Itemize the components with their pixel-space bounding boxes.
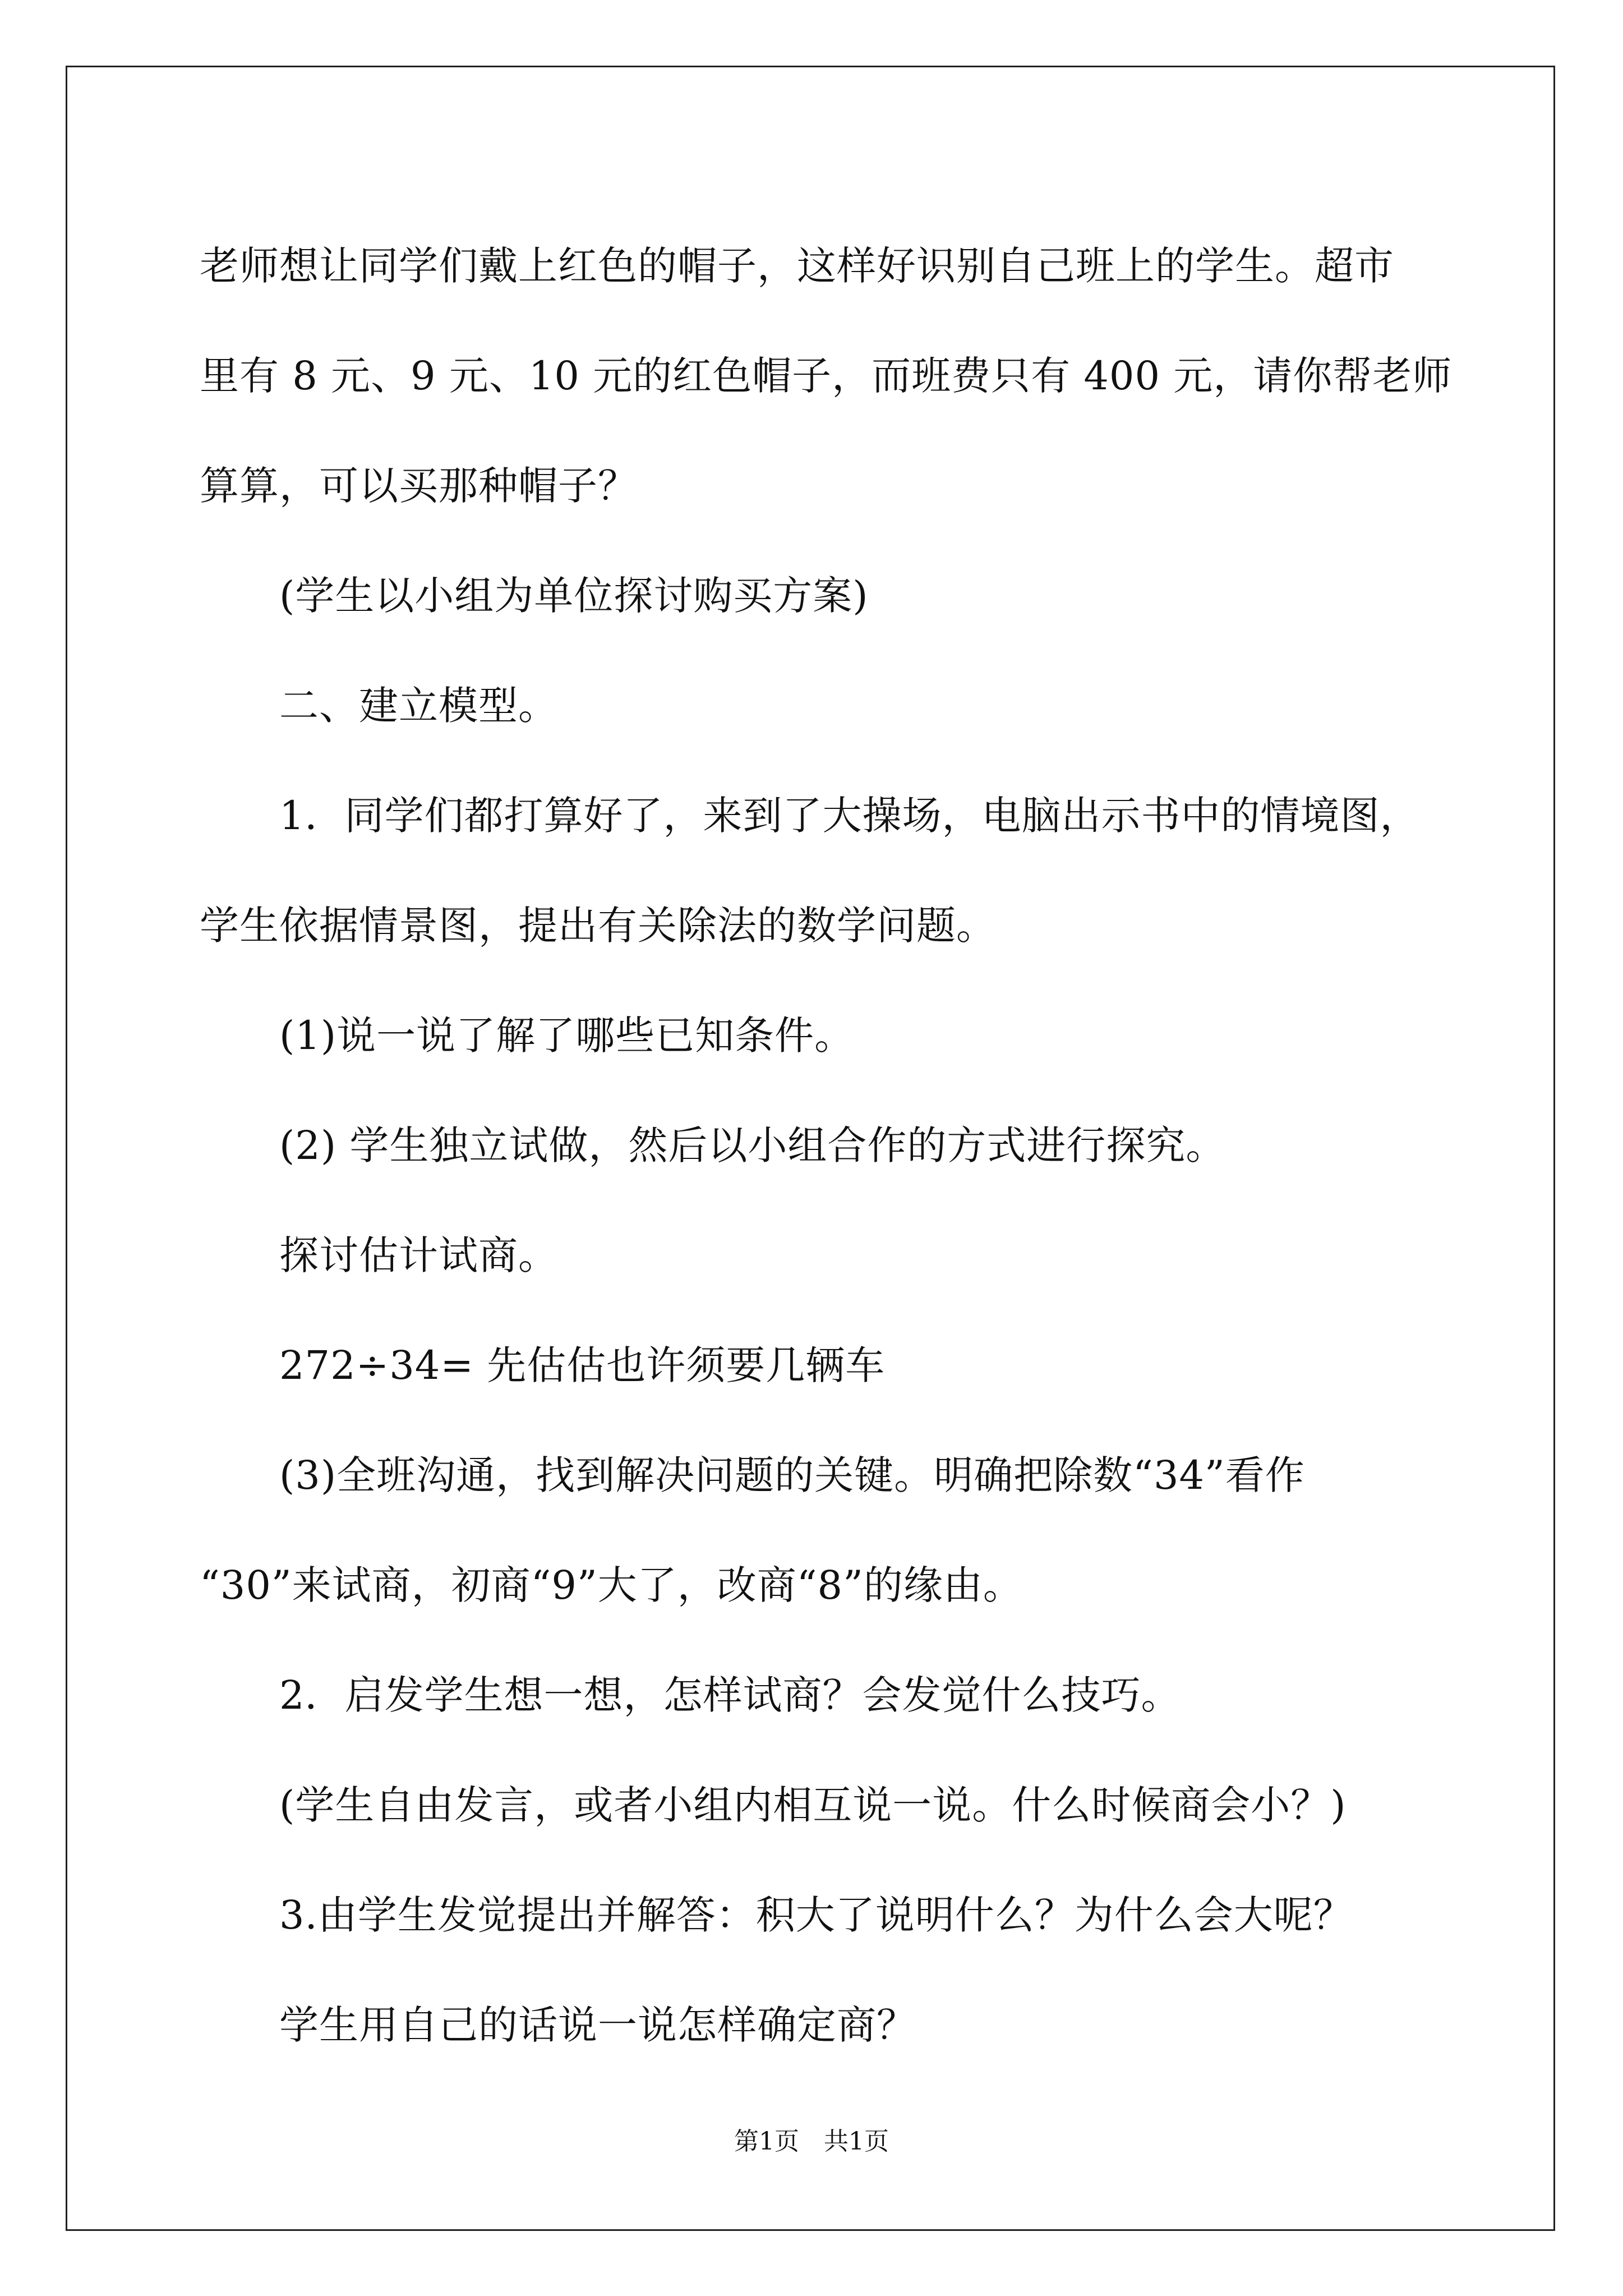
paragraph-line: 学生用自己的话说一说怎样确定商？ (279, 2002, 916, 2048)
paragraph-line: 1．同学们都打算好了，来到了大操场，电脑出示书中的情境图， (279, 793, 1420, 839)
paragraph-line: 2．启发学生想一想，怎样试商？会发觉什么技巧。 (279, 1672, 1181, 1718)
paragraph-line: (2) 学生独立试做，然后以小组合作的方式进行探究。 (279, 1122, 1226, 1168)
paragraph-line: “30”来试商，初商“9”大了，改商“8”的缘由。 (200, 1562, 1023, 1608)
paragraph-line: 3.由学生发觉提出并解答：积大了说明什么？为什么会大呢？ (279, 1892, 1353, 1938)
paragraph-line: (学生自由发言，或者小组内相互说一说。什么时候商会小？) (279, 1782, 1347, 1828)
paragraph-line: (学生以小组为单位探讨购买方案) (279, 573, 869, 619)
section-heading: 二、建立模型。 (279, 683, 558, 729)
paragraph-line: (3)全班沟通，找到解决问题的关键。明确把除数“34”看作 (279, 1452, 1305, 1498)
paragraph-line: 272÷34= 先估估也许须要几辆车 (279, 1342, 886, 1388)
paragraph-line: (1)说一说了解了哪些已知条件。 (279, 1013, 855, 1059)
paragraph-line: 老师想让同学们戴上红色的帽子，这样好识别自己班上的学生。超市 (200, 243, 1394, 289)
page-number-footer: 第1页 共1页 (734, 2127, 889, 2156)
paragraph-line: 学生依据情景图，提出有关除法的数学问题。 (200, 903, 996, 949)
document-body (200, 211, 1461, 2080)
paragraph-line: 里有 8 元、9 元、10 元的红色帽子，而班费只有 400 元，请你帮老师 (200, 353, 1453, 399)
paragraph-line: 算算，可以买那种帽子？ (200, 463, 638, 509)
paragraph-line: 探讨估计试商。 (279, 1232, 558, 1278)
